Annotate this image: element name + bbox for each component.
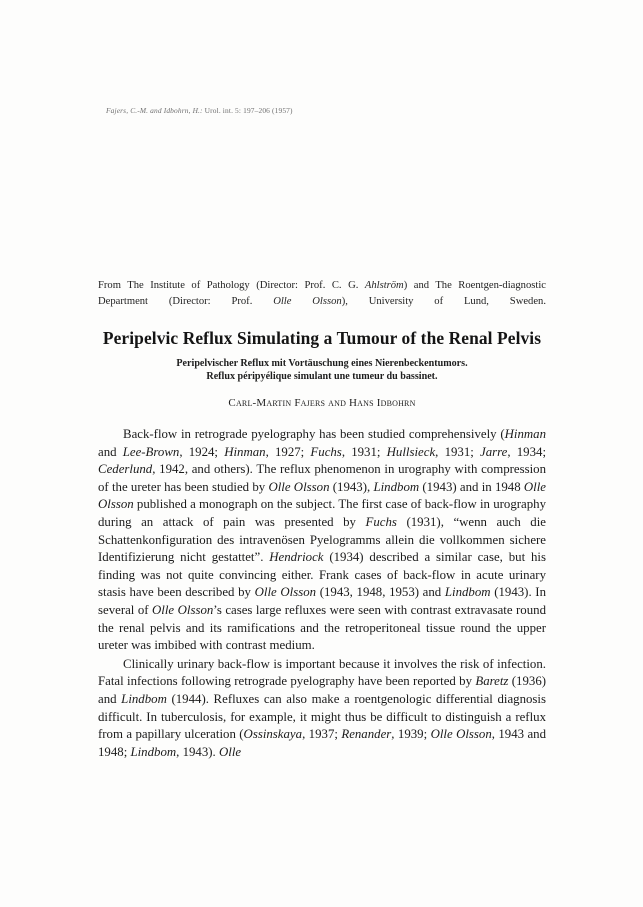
body-run: (1943). In several of <box>98 585 547 617</box>
page-title: Peripelvic Reflux Simulating a Tumour of the Renal Pelvis <box>102 328 542 348</box>
affiliation-text-1: From The Institute of Pathology (Director: Prof. C. G. <box>98 280 365 291</box>
body-run: (1943, 1948, 1953) and <box>316 585 445 600</box>
citation-name: Hendriock <box>269 550 324 565</box>
body-run: , 1931; <box>435 444 481 459</box>
citation-name: Fuchs <box>310 444 342 459</box>
body-run: and <box>98 444 123 459</box>
body-run: Back-flow in retrograde pyelography has been studied comprehensively ( <box>123 427 505 441</box>
body-run: (1931), “wenn auch die Schattenkonfiguration des intravenösen Pyelogramms allein die vollkommen sichere Identifizierung nicht gestattet”. <box>98 514 546 565</box>
body-run: , 1931; <box>341 444 387 459</box>
body-run: (1944). Refluxes can also make a roentgenologic differential diagnosis difficult. In tuberculosis, for example, it might thus be difficult to distinguish a reflux from a papillary ulceration ( <box>98 691 546 742</box>
author-byline: Carl-Martin Fajers and Hans Idbohrn <box>228 396 416 409</box>
affiliation-director-name-2: Olle Olsson <box>273 296 342 308</box>
citation-name: Hinman <box>504 427 546 441</box>
running-head-citation <box>106 106 546 115</box>
body-run: , 1943). <box>176 744 219 759</box>
body-run: (1943), <box>329 479 374 494</box>
citation-name: Ossinskaya <box>243 727 303 742</box>
citation-name: Olle Olsson <box>254 585 317 600</box>
body-run: Clinically urinary back-flow is important because it involves the risk of infection. Fatal infections following retrograde pyelography have been reported by <box>98 656 546 689</box>
subtitle-german: Peripelvischer Reflux mit Vortäuschung eines Nierenbeckentumors. <box>176 358 468 369</box>
affiliation-director-name-1: Ahlström <box>364 280 404 291</box>
body-run: , 1924; <box>179 444 225 459</box>
body-run: , 1927; <box>265 444 311 459</box>
body-run: , 1937; <box>302 727 342 742</box>
citation-name: Hinman <box>224 444 266 459</box>
citation-name: Olle Olsson <box>430 727 492 742</box>
body-run: , 1939; <box>391 727 431 742</box>
citation-name: Fuchs <box>365 514 397 529</box>
citation-name: Olle Olsson <box>152 602 214 617</box>
running-head-authors: Fajers, C.-M. and Idbohrn, H.: <box>106 106 203 115</box>
body-run: published a monograph on the subject. The first case of back-flow in urography during an attack of pain was presented by <box>98 497 546 529</box>
affiliation-text-3: ), University of Lund, Sweden. <box>341 296 546 308</box>
citation-name: Olle Olsson <box>268 479 330 494</box>
body-run: , 1943 and 1948; <box>98 727 547 759</box>
body-run: (1936) and <box>98 674 547 706</box>
title-block <box>98 327 546 410</box>
running-head-journal: Urol. int. 5: 197–206 (1957) <box>202 106 293 115</box>
citation-name: Lindbom <box>121 691 167 706</box>
citation-name: Lee-Brown <box>122 444 180 459</box>
subtitle-french: Reflux péripyélique simulant une tumeur du bassinet. <box>206 371 438 383</box>
citation-name: Olle <box>218 744 242 759</box>
body-text <box>98 426 546 761</box>
citation-name: Lindbom <box>130 744 177 759</box>
body-run: (1934) described a similar case, but his finding was not quite convincing either. Frank cases of back-flow in acute urinary stasis have been described by <box>98 550 546 600</box>
citation-name: Cederlund <box>98 462 153 477</box>
citation-name: Lindbom <box>373 479 420 494</box>
affiliation-text-2: ) and The Roentgen-diagnostic Department (Director: Prof. <box>98 280 546 308</box>
citation-name: Lindbom <box>444 585 491 600</box>
citation-name: Jarre <box>480 444 508 459</box>
paragraph-1 <box>98 426 546 655</box>
body-run: , 1942, and others). The reflux phenomenon in urography with compression of the ureter has been studied by <box>98 462 546 494</box>
body-run: ’s cases large refluxes were seen with contrast extravasate round the renal pelvis and its ramifications and the retroperitoneal tissue round the upper ureter was imbibed with contrast medium. <box>98 602 546 653</box>
body-run: (1943) and in 1948 <box>419 479 524 494</box>
citation-name: Olle Olsson <box>98 479 547 512</box>
affiliation-block <box>98 278 546 311</box>
citation-name: Hullsieck <box>386 444 436 459</box>
paragraph-2 <box>98 656 546 762</box>
citation-name: Baretz <box>475 674 509 689</box>
citation-name: Renander <box>341 727 392 742</box>
body-run: , 1934; <box>507 444 547 459</box>
